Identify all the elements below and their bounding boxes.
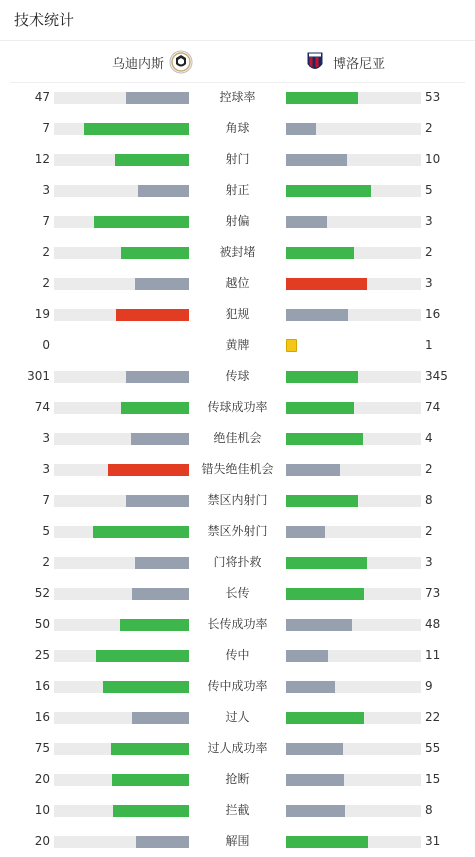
home-stat-bar — [54, 805, 189, 817]
away-stat-value: 9 — [425, 679, 433, 693]
home-stat-bar-fill — [132, 588, 189, 600]
away-stat-bar — [286, 371, 421, 383]
away-stat-bar-fill — [286, 526, 325, 538]
away-stat-bar — [286, 805, 421, 817]
stat-label: 抢断 — [225, 772, 250, 786]
stat-row — [0, 677, 475, 695]
stat-label: 长传 — [225, 586, 250, 600]
away-stat-bar — [286, 247, 421, 259]
away-stat-value: 2 — [425, 245, 433, 259]
stat-row — [0, 739, 475, 757]
home-stat-bar — [54, 774, 189, 786]
home-stat-bar — [54, 495, 189, 507]
stat-label: 射正 — [225, 183, 250, 197]
stat-row — [0, 770, 475, 788]
home-stat-bar — [54, 836, 189, 848]
away-stat-bar-fill — [286, 92, 358, 104]
away-stat-bar-fill — [286, 247, 354, 259]
home-stat-value: 7 — [42, 121, 50, 135]
away-stat-value: 22 — [425, 710, 441, 724]
home-stat-value: 74 — [34, 400, 50, 414]
stat-row — [0, 88, 475, 106]
away-stat-bar-fill — [286, 371, 358, 383]
away-stat-bar — [286, 836, 421, 848]
stat-label: 传中成功率 — [207, 679, 268, 693]
away-stat-bar-fill — [286, 712, 364, 724]
away-stat-value: 3 — [425, 276, 433, 290]
away-stat-bar-fill — [286, 154, 347, 166]
away-stat-value: 16 — [425, 307, 441, 321]
away-stat-value: 1 — [425, 338, 433, 352]
home-stat-bar — [54, 216, 189, 228]
stat-label: 门将扑救 — [213, 555, 262, 569]
home-stat-bar — [54, 712, 189, 724]
home-stat-value: 52 — [34, 586, 50, 600]
away-stat-value: 53 — [425, 90, 441, 104]
stat-row — [0, 274, 475, 292]
away-stat-bar-fill — [286, 619, 352, 631]
home-stat-bar — [54, 433, 189, 445]
away-stat-bar-fill — [286, 278, 367, 290]
stat-row — [0, 491, 475, 509]
away-stat-value: 345 — [425, 369, 448, 383]
stat-row — [0, 708, 475, 726]
stat-label: 长传成功率 — [207, 617, 268, 631]
stat-row — [0, 336, 475, 354]
home-stat-bar-fill — [94, 216, 189, 228]
away-stat-bar-fill — [286, 123, 316, 135]
stat-row — [0, 181, 475, 199]
home-stat-value: 25 — [34, 648, 50, 662]
stat-label: 犯规 — [225, 307, 250, 321]
home-stat-bar — [54, 557, 189, 569]
home-stat-bar — [54, 464, 189, 476]
stat-label: 黄牌 — [225, 338, 250, 352]
stat-label: 过人 — [225, 710, 250, 724]
home-stat-value: 75 — [34, 741, 50, 755]
yellow-card-icon — [286, 339, 297, 352]
stat-label: 过人成功率 — [207, 741, 268, 755]
home-stat-bar-fill — [103, 681, 189, 693]
stat-row — [0, 460, 475, 478]
home-stat-value: 10 — [34, 803, 50, 817]
home-stat-bar — [54, 247, 189, 259]
home-stat-bar-fill — [135, 278, 189, 290]
stat-row — [0, 553, 475, 571]
away-stat-bar — [286, 216, 421, 228]
page-title: 技术统计 — [14, 11, 75, 29]
home-stat-value: 20 — [34, 834, 50, 848]
stat-label: 射门 — [225, 152, 250, 166]
home-stat-bar-fill — [121, 402, 189, 414]
away-stat-bar — [286, 495, 421, 507]
away-stat-bar-fill — [286, 743, 343, 755]
away-stat-value: 10 — [425, 152, 441, 166]
away-stat-value: 3 — [425, 214, 433, 228]
home-stat-value: 5 — [42, 524, 50, 538]
home-stat-bar-fill — [111, 743, 189, 755]
stat-row — [0, 615, 475, 633]
stat-row — [0, 429, 475, 447]
home-stat-value: 20 — [34, 772, 50, 786]
away-stat-bar-fill — [286, 402, 354, 414]
stat-label: 传球 — [225, 369, 250, 383]
away-stat-bar — [286, 650, 421, 662]
page-header — [0, 0, 475, 41]
away-stat-bar — [286, 681, 421, 693]
away-stat-value: 74 — [425, 400, 441, 414]
away-stat-bar — [286, 309, 421, 321]
stat-row — [0, 522, 475, 540]
home-stat-value: 16 — [34, 679, 50, 693]
stat-row — [0, 832, 475, 850]
stat-row — [0, 584, 475, 602]
away-stat-value: 5 — [425, 183, 433, 197]
away-stat-bar — [286, 774, 421, 786]
stat-row — [0, 212, 475, 230]
stat-label: 拦截 — [225, 803, 250, 817]
away-stat-bar — [286, 526, 421, 538]
stat-label: 射偏 — [225, 214, 250, 228]
home-stat-bar — [54, 681, 189, 693]
home-stat-value: 0 — [42, 338, 50, 352]
away-stat-value: 15 — [425, 772, 441, 786]
home-stat-bar-fill — [138, 185, 189, 197]
home-stat-value: 7 — [42, 214, 50, 228]
home-stat-value: 16 — [34, 710, 50, 724]
home-stat-bar-fill — [115, 154, 189, 166]
stat-row — [0, 367, 475, 385]
away-stat-value: 8 — [425, 493, 433, 507]
away-stat-bar-fill — [286, 557, 367, 569]
away-stat-bar — [286, 278, 421, 290]
away-stat-bar-fill — [286, 433, 363, 445]
home-stat-value: 3 — [42, 431, 50, 445]
home-stat-bar — [54, 309, 189, 321]
home-stat-value: 2 — [42, 276, 50, 290]
stat-label: 禁区内射门 — [207, 493, 268, 507]
away-stat-bar — [286, 402, 421, 414]
stat-label: 被封堵 — [219, 245, 256, 259]
home-stat-value: 301 — [27, 369, 50, 383]
home-stat-value: 12 — [34, 152, 50, 166]
away-stat-bar-fill — [286, 464, 340, 476]
away-stat-bar-fill — [286, 774, 344, 786]
home-team[interactable] — [112, 50, 193, 74]
home-stat-value: 2 — [42, 555, 50, 569]
home-stat-value: 19 — [34, 307, 50, 321]
home-stat-bar — [54, 154, 189, 166]
home-stat-bar-fill — [126, 92, 189, 104]
away-stat-bar — [286, 588, 421, 600]
home-stat-bar — [54, 371, 189, 383]
home-stat-bar-fill — [131, 433, 189, 445]
away-stat-bar — [286, 712, 421, 724]
home-stat-bar — [54, 526, 189, 538]
away-stat-value: 2 — [425, 121, 433, 135]
home-stat-bar-fill — [135, 557, 189, 569]
stat-label: 绝佳机会 — [213, 431, 262, 445]
away-stat-bar-fill — [286, 588, 364, 600]
home-stat-bar — [54, 185, 189, 197]
home-stat-bar-fill — [126, 371, 189, 383]
home-stat-bar-fill — [120, 619, 189, 631]
stat-label: 错失绝佳机会 — [201, 462, 274, 476]
away-stat-value: 3 — [425, 555, 433, 569]
home-stat-bar-fill — [84, 123, 189, 135]
away-stat-bar — [286, 743, 421, 755]
stat-row — [0, 646, 475, 664]
home-stat-bar-fill — [121, 247, 189, 259]
away-stat-bar-fill — [286, 836, 368, 848]
stat-row — [0, 305, 475, 323]
stat-label: 解围 — [225, 834, 250, 848]
home-stat-bar — [54, 743, 189, 755]
away-stat-value: 2 — [425, 462, 433, 476]
home-stat-bar-fill — [126, 495, 189, 507]
away-stat-bar — [286, 433, 421, 445]
away-stat-bar — [286, 557, 421, 569]
away-team[interactable] — [303, 50, 385, 74]
stat-label: 越位 — [225, 276, 250, 290]
away-stat-bar — [286, 123, 421, 135]
away-stat-bar — [286, 92, 421, 104]
home-stat-bar-fill — [93, 526, 189, 538]
home-stat-bar-fill — [116, 309, 189, 321]
away-stat-bar-fill — [286, 650, 328, 662]
away-team-name: 博洛尼亚 — [333, 56, 386, 72]
away-stat-bar — [286, 185, 421, 197]
away-stat-bar-fill — [286, 681, 335, 693]
bologna-crest-icon — [303, 50, 327, 74]
away-stat-bar-fill — [286, 805, 345, 817]
away-stat-bar — [286, 154, 421, 166]
home-stat-value: 50 — [34, 617, 50, 631]
home-stat-bar-fill — [113, 805, 189, 817]
stat-row — [0, 243, 475, 261]
away-stat-value: 2 — [425, 524, 433, 538]
stat-row — [0, 119, 475, 137]
home-stat-bar — [54, 619, 189, 631]
home-stat-value: 3 — [42, 183, 50, 197]
home-stat-value: 7 — [42, 493, 50, 507]
stat-label: 禁区外射门 — [207, 524, 268, 538]
home-stat-bar — [54, 92, 189, 104]
home-stat-value: 2 — [42, 245, 50, 259]
away-stat-bar — [286, 619, 421, 631]
stat-label: 传球成功率 — [207, 400, 268, 414]
away-stat-bar-fill — [286, 216, 327, 228]
stat-label: 控球率 — [219, 90, 256, 104]
home-stat-bar — [54, 278, 189, 290]
home-stat-bar-fill — [112, 774, 189, 786]
home-team-name: 乌迪内斯 — [112, 56, 165, 72]
away-stat-value: 31 — [425, 834, 441, 848]
home-stat-bar — [54, 650, 189, 662]
away-stat-bar-fill — [286, 309, 348, 321]
home-stat-bar-fill — [108, 464, 189, 476]
stat-label: 传中 — [225, 648, 250, 662]
away-stat-bar-fill — [286, 185, 371, 197]
home-stat-bar-fill — [96, 650, 189, 662]
home-stat-bar — [54, 402, 189, 414]
away-stat-value: 11 — [425, 648, 441, 662]
home-stat-value: 47 — [34, 90, 50, 104]
home-stat-bar — [54, 123, 189, 135]
away-stat-bar-fill — [286, 495, 358, 507]
away-stat-value: 4 — [425, 431, 433, 445]
home-stat-value: 3 — [42, 462, 50, 476]
stat-row — [0, 150, 475, 168]
stat-row — [0, 398, 475, 416]
home-stat-bar-fill — [132, 712, 189, 724]
away-stat-value: 55 — [425, 741, 441, 755]
away-stat-value: 48 — [425, 617, 441, 631]
stat-label: 角球 — [225, 121, 250, 135]
udinese-crest-icon — [169, 50, 193, 74]
home-stat-bar-fill — [136, 836, 189, 848]
stat-row — [0, 801, 475, 819]
away-stat-value: 8 — [425, 803, 433, 817]
home-stat-bar — [54, 588, 189, 600]
away-stat-value: 73 — [425, 586, 441, 600]
teams-header — [10, 41, 465, 83]
away-stat-bar — [286, 464, 421, 476]
